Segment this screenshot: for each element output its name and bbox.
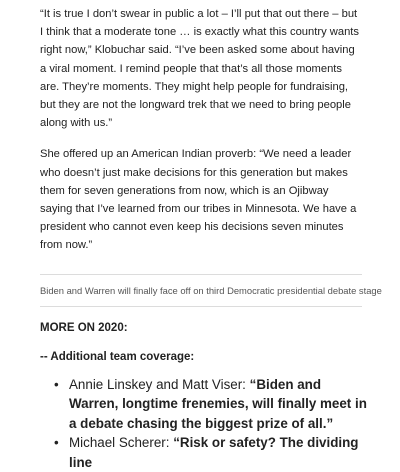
team-coverage-heading: -- Additional team coverage:	[40, 350, 195, 363]
divider-top	[40, 274, 362, 275]
bullet-icon: •	[54, 376, 59, 392]
quote-paragraph-klobuchar: “It is true I don’t swear in public a lot – I’ll put that out there – but I think that a moderate tone … is exactly what this country wants right now,” Klobuchar said. “I’ve been asked some about having a viral moment. I remind people that that’s all those moments are. They’re moments. They might help people for fundraising, but they are not the longward trek that we need to bring people along with us.”	[40, 8, 359, 130]
divider-bottom	[40, 306, 362, 307]
proverb-paragraph: She offered up an American Indian proverb: “We need a leader who doesn’t just make decisions for this generation but makes them for seven generations from now, which is an Ojibway saying that I’ve learned from our tribes in Minnesota. We have a president who cannot even keep his decisions seven minutes from now.”	[40, 148, 357, 252]
bullet-icon: •	[54, 435, 59, 451]
related-article-link[interactable]: Biden and Warren will finally face off on third Democratic presidential debate stage	[40, 284, 382, 296]
article-body	[40, 0, 382, 472]
list-item	[54, 375, 369, 434]
story-link[interactable]: “Biden and Warren, longtime frenemies, will finally meet in a debate chasing the biggest prize of all.”	[69, 376, 367, 431]
story-list	[40, 375, 369, 472]
list-item	[54, 433, 369, 472]
story-author: Annie Linskey and Matt Viser:	[69, 376, 250, 392]
more-on-2020-heading: MORE ON 2020:	[40, 321, 128, 334]
story-author: Michael Scherer:	[69, 435, 174, 451]
story-link[interactable]: “Risk or safety? The dividing line	[69, 435, 359, 470]
